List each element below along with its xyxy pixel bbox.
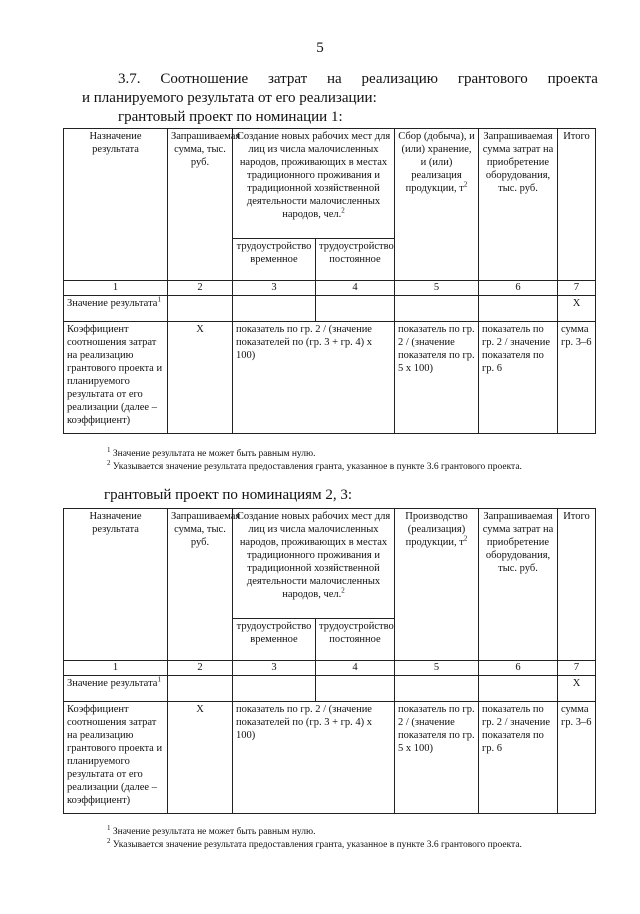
header-equipment-sum: Запрашиваемая сумма затрат на приобретение оборудования, тыс. руб.	[479, 509, 558, 661]
header-total: Итого	[558, 509, 596, 661]
header-requested-sum: Запрашиваемая сумма, тыс. руб.	[168, 509, 233, 661]
heading-word: затрат	[267, 71, 308, 87]
heading-word: Соотношение	[160, 71, 249, 87]
nomination-2-3-title: грантовый проект по номинациям 2, 3:	[104, 487, 352, 503]
row-label-coefficient: Коэффициент соотношения затрат на реализацию грантового проекта и планируемого результата от его реализации (далее – коэффициент)	[64, 322, 168, 434]
requested-sum-x-mark: X	[168, 702, 233, 814]
collection-formula: показатель по гр. 2 / (значение показателя по гр. 5 х 100)	[395, 322, 479, 434]
header-collection: Сбор (добыча), и (или) хранение, и (или) реализация продукции, $т^2$	[395, 129, 479, 281]
footnote-2: $^2$ Указывается значение результата предоставления гранта, указанное в пункте 3.6 грантового проекта.	[107, 836, 522, 850]
header-permanent-employment: трудоустройство постоянное	[316, 239, 395, 281]
jobs-formula: показатель по гр. 2 / (значение показателей по (гр. 3 + гр. 4) х 100)	[233, 702, 395, 814]
total-x-mark: X	[558, 296, 596, 322]
cost-ratio-table-nomination-1	[63, 128, 596, 434]
header-equipment-sum: Запрашиваемая сумма затрат на приобретение оборудования, тыс. руб.	[479, 129, 558, 281]
header-total: Итого	[558, 129, 596, 281]
header-permanent-employment: трудоустройство постоянное	[316, 619, 395, 661]
header-requested-sum: Запрашиваемая сумма, тыс. руб.	[168, 129, 233, 281]
section-heading-line2: и планируемого результата от его реализации:	[82, 90, 377, 106]
requested-sum-x-mark: X	[168, 322, 233, 434]
footnote-2: $^2$ Указывается значение результата предоставления гранта, указанное в пункте 3.6 грантового проекта.	[107, 458, 522, 472]
page-number: 5	[316, 40, 324, 56]
total-formula: сумма гр. 3–6	[558, 322, 596, 434]
nomination-1-title: грантовый проект по номинации 1:	[118, 109, 343, 125]
row-label-coefficient: Коэффициент соотношения затрат на реализацию грантового проекта и планируемого результата от его реализации (далее – коэффициент)	[64, 702, 168, 814]
total-formula: сумма гр. 3–6	[558, 702, 596, 814]
equipment-formula: показатель по гр. 2 / значение показателя по гр. 6	[479, 322, 558, 434]
table-row	[64, 702, 596, 814]
row-label-result-value: Значение результата$^1$	[64, 296, 168, 322]
table-row	[64, 676, 596, 702]
heading-word: на	[327, 71, 342, 87]
header-new-jobs: Создание новых рабочих мест для лиц из числа малочисленных народов, проживающих в местах традиционного проживания и традиционной хозяйственной деятельности малочисленных народов, чел.$^2$	[233, 129, 395, 239]
equipment-formula: показатель по гр. 2 / значение показателя по гр. 6	[479, 702, 558, 814]
table-row	[64, 296, 596, 322]
column-numbers-row: 1 2 3 4 5 6 7	[64, 281, 596, 296]
header-temporary-employment: трудоустройство временное	[233, 619, 316, 661]
section-number: 3.7.	[118, 71, 141, 87]
header-temporary-employment: трудоустройство временное	[233, 239, 316, 281]
header-purpose: Назначение результата	[64, 129, 168, 281]
column-numbers-row: 1 2 3 4 5 6 7	[64, 661, 596, 676]
footnote-1: $^1$ Значение результата не может быть равным нулю.	[107, 823, 316, 837]
header-purpose: Назначение результата	[64, 509, 168, 661]
jobs-formula: показатель по гр. 2 / (значение показателей по (гр. 3 + гр. 4) х 100)	[233, 322, 395, 434]
total-x-mark: X	[558, 676, 596, 702]
header-new-jobs: Создание новых рабочих мест для лиц из числа малочисленных народов, проживающих в местах традиционного проживания и традиционной хозяйственной деятельности малочисленных народов, чел.$^2$	[233, 509, 395, 619]
heading-word: проекта	[547, 71, 598, 87]
table-row	[64, 322, 596, 434]
header-production: Производство (реализация) продукции, $т^2$	[395, 509, 479, 661]
row-label-result-value: Значение результата$^1$	[64, 676, 168, 702]
production-formula: показатель по гр. 2 / (значение показателя по гр. 5 х 100)	[395, 702, 479, 814]
heading-word: грантового	[457, 71, 528, 87]
heading-word: реализацию	[361, 71, 439, 87]
section-heading-line1	[118, 70, 598, 89]
cost-ratio-table-nominations-2-3	[63, 508, 596, 814]
footnote-1: $^1$ Значение результата не может быть равным нулю.	[107, 445, 316, 459]
